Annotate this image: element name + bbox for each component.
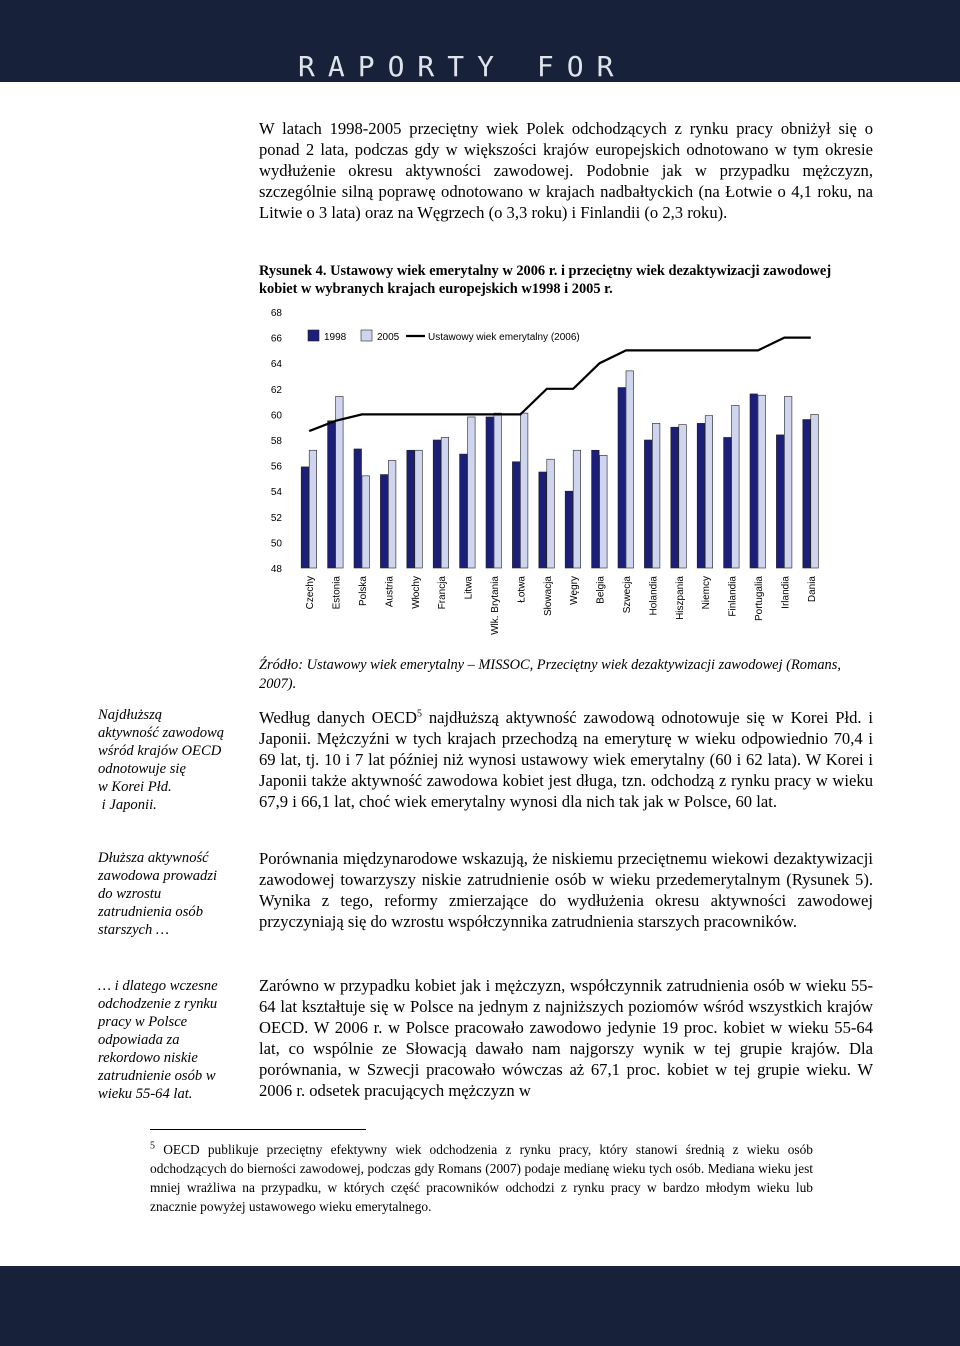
bar-2005 <box>468 417 476 568</box>
bar-2005 <box>652 423 660 568</box>
x-tick-label: Austria <box>384 576 396 608</box>
legend-label-statutory: Ustawowy wiek emerytalny (2006) <box>428 332 580 343</box>
sidebar-note-employment <box>98 849 244 939</box>
intro-paragraph: W latach 1998-2005 przeciętny wiek Polek odchodzących z rynku pracy obniżył się o ponad 2 lata, podczas gdy w większości krajów europejskich odnotowano w tym okresie wydłużenie okresu aktywności zawodowej. Podobnie jak w przypadku mężczyzn, szczególnie silną poprawę odnotowano w krajach nadbałtyckich (na Łotwie o 4,1 roku, na Litwie o 3 lata) oraz na Węgrzech (o 3,3 roku) i Finlandii (o 2,3 roku). <box>259 119 873 222</box>
y-tick-label: 54 <box>270 487 282 499</box>
sidebar-note-line: odchodzenie z rynku <box>98 996 218 1012</box>
bar-1998 <box>512 462 520 568</box>
bar-2005 <box>811 414 819 568</box>
sidebar-note-line: aktywność zawodową <box>98 725 225 741</box>
x-tick-label: Dania <box>806 576 818 603</box>
sidebar-note-line: do wzrostu <box>98 886 162 902</box>
sidebar-note-line: zawodowa prowadzi <box>98 868 218 884</box>
bar-2005 <box>784 396 792 568</box>
bar-1998 <box>539 472 547 568</box>
footnote <box>150 1140 813 1216</box>
body-paragraph-employment: Zarówno w przypadku kobiet jak i mężczyzn, współczynnik zatrudnienia osób w wieku 55-64 lat kształtuje się w Polsce na jednym z najniższych poziomów wśród wszystkich krajów OECD. W 2006 r. w Polsce pracowało zawodowo jedynie 19 proc. kobiet w wieku 55-64 lat, co wspólnie ze Słowacją dawało nam najgorszy wynik w tej grupie krajów. Dla porównania, w Szwecji pracowało wówczas aż 67,1 proc. kobiet w tej grupie wieku. W 2006 r. odsetek pracujących mężczyzn w <box>259 976 873 1100</box>
sidebar-note-poland <box>98 977 244 1103</box>
bar-2005 <box>547 459 555 568</box>
bar-2005 <box>573 450 581 568</box>
y-tick-label: 52 <box>270 512 282 524</box>
sidebar-note-line: wieku 55-64 lat. <box>98 1086 193 1102</box>
y-tick-label: 62 <box>270 384 282 396</box>
x-tick-label: Niemcy <box>701 576 713 610</box>
sidebar-note-line: … i dlatego wczesne <box>98 978 218 994</box>
bar-2005 <box>705 416 713 568</box>
sidebar-note-line: Najdłuższą <box>98 707 163 723</box>
body-paragraph-comparison: Porównania międzynarodowe wskazują, że niskiemu przeciętnemu wiekowi dezaktywizacji zawodowej towarzyszy niskie zatrudnienie osób w wieku przedemerytalnym (Rysunek 5). Wynika z tego, reformy zmierzające do wydłużenia okresu aktywności zawodowej przyczyniają się do wzrostu współczynnika zatrudnienia starszych pracowników. <box>259 849 873 931</box>
x-tick-label: Węgry <box>569 576 581 605</box>
x-tick-label: Wlk. Brytania <box>490 576 501 635</box>
y-tick-label: 56 <box>270 461 282 473</box>
legend-label-2005: 2005 <box>377 332 400 343</box>
paragraph-text: Według danych OECD <box>259 708 417 727</box>
bar-2005 <box>758 395 766 568</box>
y-tick-label: 48 <box>270 564 282 575</box>
bar-2005 <box>309 450 317 568</box>
bar-2005 <box>362 476 370 568</box>
sidebar-note-line: odpowiada za <box>98 1032 180 1048</box>
x-tick-label: Włochy <box>410 576 422 609</box>
bar-2005 <box>520 413 528 568</box>
bar-1998 <box>328 421 336 568</box>
bar-1998 <box>433 440 441 568</box>
sidebar-note-line: zatrudnienie osób w <box>98 1068 216 1084</box>
x-tick-label: Estonia <box>331 576 343 610</box>
bar-1998 <box>697 423 705 568</box>
sidebar-note-line: Dłuższa aktywność <box>98 850 209 866</box>
y-tick-label: 66 <box>270 333 282 345</box>
x-tick-label: Polska <box>358 576 369 607</box>
sidebar-note-oecd <box>98 706 244 814</box>
bar-1998 <box>460 454 468 568</box>
x-tick-label: Łotwa <box>516 576 528 603</box>
footnote-ref[interactable]: 5 <box>416 708 422 720</box>
bar-1998 <box>380 475 388 568</box>
bar-2005 <box>441 437 449 568</box>
x-tick-label: Francja <box>437 576 449 610</box>
bar-1998 <box>301 467 309 568</box>
sidebar-note-line: starszych … <box>98 922 169 938</box>
bar-1998 <box>486 417 494 568</box>
footnote-text: OECD publikuje przeciętny efektywny wiek odchodzenia z rynku pracy, który stanowi średnią z wieku osób odchodzących do bierności zawodowej, podczas gdy Romans (2007) podaje medianę wieku tych osób. Mediana wieku jest mniej wrażliwa na przypadku, w których część pracowników odchodzi z rynku pracy w bardzo młodym wieku lub znacznie powyżej ustawowego wieku emerytalnego. <box>150 1142 813 1214</box>
bar-1998 <box>803 420 811 568</box>
bar-2005 <box>732 405 740 568</box>
figure-caption-line1: Rysunek 4. Ustawowy wiek emerytalny w 2006 r. i przeciętny wiek dezaktywizacji zawodowej <box>259 263 832 279</box>
bar-1998 <box>618 388 626 568</box>
sidebar-note-line: odnotowuje się <box>98 761 186 777</box>
bar-1998 <box>644 440 652 568</box>
legend-label-1998: 1998 <box>324 332 347 343</box>
bar-1998 <box>592 450 600 568</box>
sidebar-note-line: i Japonii. <box>98 797 157 813</box>
sidebar-note-line: rekordowo niskie <box>98 1050 198 1066</box>
legend-swatch-1998 <box>308 330 319 341</box>
x-tick-label: Finlandia <box>727 576 739 617</box>
bar-2005 <box>626 371 634 568</box>
bar-2005 <box>415 450 423 568</box>
paragraph-text: najdłuższą aktywność zawodową odnotowuje się w Korei Płd. i Japonii. Mężczyźni w tych krajach przechodzą na emeryturę w wieku odpowiednio 70,4 i 69 lat, tj. 10 i 7 lat później niż wynosi ustawowy wiek emerytalny (60 i 62 lata). W Korei i Japonii także aktywność zawodowa kobiet jest długa, tzn. odchodzą z rynku pracy w wieku 67,9 i 66,1 lat, choć wiek emerytalny wynosi dla nich tak jak w Polsce, 60 lat. <box>259 708 873 811</box>
x-tick-label: Szwecja <box>622 576 633 614</box>
x-tick-label: Hiszpania <box>674 576 686 620</box>
bar-1998 <box>354 449 362 568</box>
sidebar-note-line: w Korei Płd. <box>98 779 172 795</box>
bar-1998 <box>750 394 758 568</box>
bar-1998 <box>565 491 573 568</box>
footnote-marker: 5 <box>150 1140 155 1152</box>
x-tick-label: Słowacja <box>542 576 554 617</box>
bar-1998 <box>724 437 732 568</box>
x-tick-label: Belgia <box>595 576 607 604</box>
bar-1998 <box>776 435 784 568</box>
bar-2005 <box>679 425 687 568</box>
footnote-separator <box>150 1129 366 1130</box>
x-tick-label: Portugalia <box>754 576 765 622</box>
sidebar-note-line: pracy w Polsce <box>98 1014 188 1030</box>
header-title: RAPORTY FOR <box>298 50 627 83</box>
x-tick-label: Irlandia <box>780 576 792 609</box>
bar-1998 <box>671 427 679 568</box>
y-tick-label: 60 <box>270 410 282 422</box>
figure-source: Źródło: Ustawowy wiek emerytalny – MISSOC, Przeciętny wiek dezaktywizacji zawodowej (Romans, 2007). <box>259 657 841 692</box>
footer-bar <box>0 1266 960 1346</box>
x-tick-label: Czechy <box>305 576 317 610</box>
bar-2005 <box>600 455 608 568</box>
x-tick-label: Litwa <box>463 576 475 600</box>
body-paragraph-oecd <box>259 707 873 812</box>
x-tick-label: Holandia <box>648 576 660 616</box>
legend-swatch-2005 <box>361 330 372 341</box>
y-tick-label: 68 <box>270 308 282 319</box>
y-tick-label: 50 <box>270 538 282 550</box>
sidebar-note-line: wśród krajów OECD <box>98 743 222 759</box>
bar-1998 <box>407 450 415 568</box>
bar-2005 <box>336 396 344 568</box>
y-tick-label: 64 <box>270 359 282 371</box>
figure-caption-line2: kobiet w wybranych krajach europejskich w1998 i 2005 r. <box>259 281 613 297</box>
sidebar-note-line: zatrudnienia osób <box>98 904 203 920</box>
y-tick-label: 58 <box>270 436 282 447</box>
bar-2005 <box>388 460 396 568</box>
bar-2005 <box>494 413 502 568</box>
bar-chart <box>0 0 960 660</box>
